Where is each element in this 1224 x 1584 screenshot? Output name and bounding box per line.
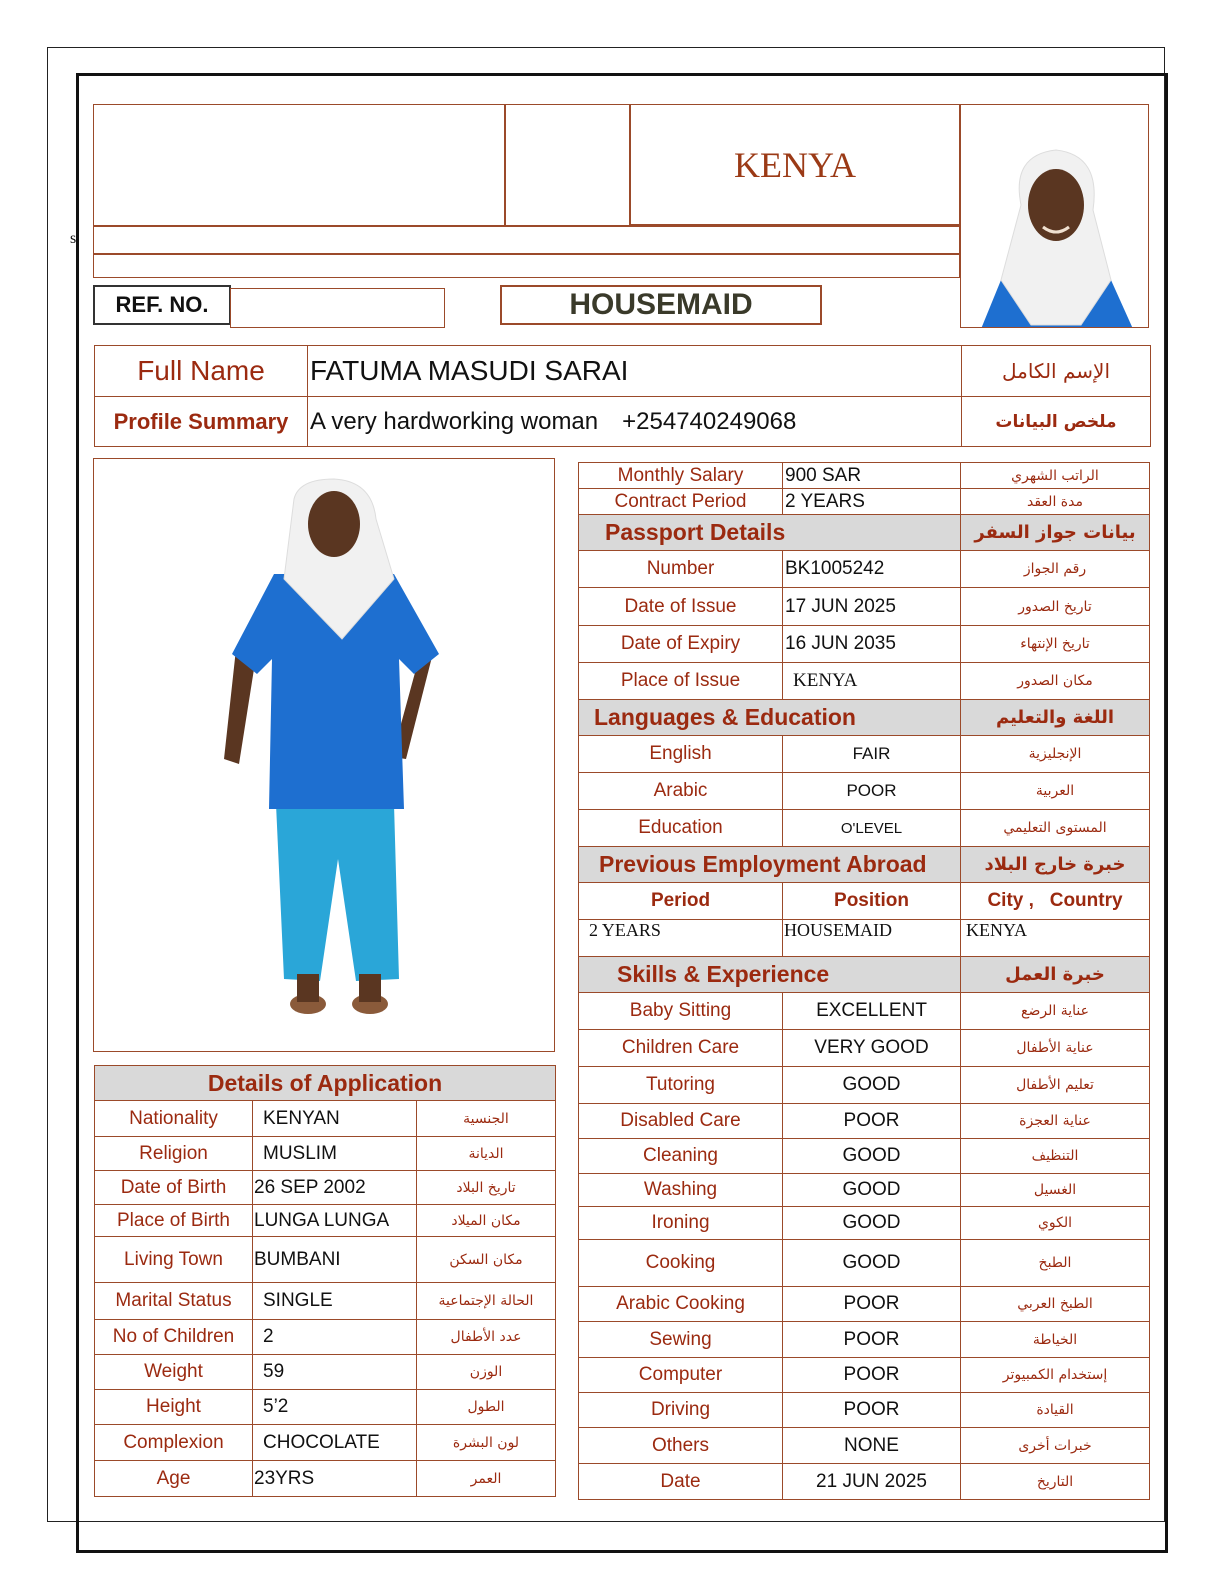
profile-summary-ar: ملخص البيانات	[962, 397, 1151, 447]
ref-no-label: REF. NO.	[93, 285, 231, 325]
app-ar: تاريخ البلاد	[417, 1171, 556, 1205]
skills-title-ar: خبرة العمل	[961, 957, 1150, 993]
passport-ar: مكان الصدور	[961, 663, 1150, 700]
skill-value: GOOD	[783, 1174, 961, 1207]
skill-label: Driving	[579, 1393, 783, 1428]
skill-value: GOOD	[783, 1240, 961, 1287]
skill-ar: عناية الأطفال	[961, 1030, 1150, 1067]
job-title: HOUSEMAID	[500, 285, 822, 325]
full-name-label: Full Name	[95, 346, 308, 397]
employment-period: 2 YEARS	[579, 920, 783, 957]
skill-ar: إستخدام الكمبيوتر	[961, 1358, 1150, 1393]
application-table	[94, 1065, 556, 1497]
language-ar: المستوى التعليمي	[961, 810, 1150, 847]
skill-label: Date	[579, 1464, 783, 1500]
skill-value: POOR	[783, 1322, 961, 1358]
skill-value: GOOD	[783, 1139, 961, 1174]
app-ar: الجنسية	[417, 1101, 556, 1137]
full-name-value: FATUMA MASUDI SARAI	[308, 346, 962, 397]
skill-label: Arabic Cooking	[579, 1287, 783, 1322]
header-blank-row-2	[93, 254, 960, 278]
language-value: O'LEVEL	[783, 810, 961, 847]
skill-value: POOR	[783, 1287, 961, 1322]
app-label: Age	[95, 1461, 253, 1497]
header-blank-box-2	[505, 104, 630, 226]
app-label: Place of Birth	[95, 1205, 253, 1237]
passport-label: Date of Issue	[579, 588, 783, 626]
contract-ar: الراتب الشهري	[961, 463, 1150, 489]
full-name-ar: الإسم الكامل	[962, 346, 1151, 397]
full-body-photo	[93, 458, 555, 1052]
app-label: Date of Birth	[95, 1171, 253, 1205]
contract-ar: مدة العقد	[961, 489, 1150, 515]
stray-mark: s	[70, 230, 77, 247]
languages-title-ar: اللغة والتعليم	[961, 700, 1150, 736]
country-title: KENYA	[630, 104, 960, 226]
contract-value: 900 SAR	[783, 463, 961, 489]
skill-ar: الكوي	[961, 1207, 1150, 1240]
skill-value: EXCELLENT	[783, 993, 961, 1030]
language-ar: العربية	[961, 773, 1150, 810]
header-blank-box-1	[93, 104, 505, 226]
skill-ar: عناية الرضع	[961, 993, 1150, 1030]
contract-label: Contract Period	[579, 489, 783, 515]
passport-photo	[960, 104, 1149, 328]
skill-ar: عناية العجزة	[961, 1104, 1150, 1139]
skill-ar: التنظيف	[961, 1139, 1150, 1174]
skill-ar: الطبخ	[961, 1240, 1150, 1287]
app-label: Religion	[95, 1137, 253, 1171]
app-ar: الطول	[417, 1390, 556, 1425]
passport-value: 16 JUN 2035	[783, 626, 961, 663]
profile-summary-text: A very hardworking woman	[310, 407, 599, 435]
app-value: 2	[253, 1320, 417, 1355]
app-label: Height	[95, 1390, 253, 1425]
employment-title-ar: خبرة خارج البلاد	[961, 847, 1150, 883]
skill-value: GOOD	[783, 1207, 961, 1240]
profile-phone: +254740249068	[622, 407, 797, 435]
language-ar: الإنجليزية	[961, 736, 1150, 773]
app-value: 23YRS	[253, 1461, 417, 1497]
passport-ar: تاريخ الإنتهاء	[961, 626, 1150, 663]
skill-ar: القيادة	[961, 1393, 1150, 1428]
app-ar: لون البشرة	[417, 1425, 556, 1461]
skill-label: Cooking	[579, 1240, 783, 1287]
app-label: No of Children	[95, 1320, 253, 1355]
skill-ar: خبرات أخرى	[961, 1428, 1150, 1464]
app-ar: مكان السكن	[417, 1237, 556, 1283]
skill-label: Others	[579, 1428, 783, 1464]
skill-ar: الطبخ العربي	[961, 1287, 1150, 1322]
app-value: KENYAN	[253, 1101, 417, 1137]
employment-header-period: Period	[579, 883, 783, 920]
skill-value: GOOD	[783, 1067, 961, 1104]
app-ar: العمر	[417, 1461, 556, 1497]
contract-value: 2 YEARS	[783, 489, 961, 515]
app-value: 59	[253, 1355, 417, 1390]
app-label: Living Town	[95, 1237, 253, 1283]
skill-ar: تعليم الأطفال	[961, 1067, 1150, 1104]
app-label: Weight	[95, 1355, 253, 1390]
app-ar: الحالة الإجتماعية	[417, 1283, 556, 1320]
app-value: SINGLE	[253, 1283, 417, 1320]
skill-value: POOR	[783, 1104, 961, 1139]
passport-label: Date of Expiry	[579, 626, 783, 663]
skill-label: Disabled Care	[579, 1104, 783, 1139]
skill-label: Baby Sitting	[579, 993, 783, 1030]
application-title: Details of Application	[95, 1066, 556, 1101]
language-label: Arabic	[579, 773, 783, 810]
skill-label: Children Care	[579, 1030, 783, 1067]
app-value: BUMBANI	[253, 1237, 417, 1283]
passport-label: Place of Issue	[579, 663, 783, 700]
skill-label: Sewing	[579, 1322, 783, 1358]
skill-value: POOR	[783, 1358, 961, 1393]
identity-table	[94, 345, 1151, 447]
employment-title: Previous Employment Abroad	[579, 847, 961, 883]
app-label: Complexion	[95, 1425, 253, 1461]
passport-title: Passport Details	[579, 515, 961, 551]
employment-place: KENYA	[961, 920, 1150, 957]
skill-ar: الخياطة	[961, 1322, 1150, 1358]
app-value: LUNGA LUNGA	[253, 1205, 417, 1237]
skill-label: Washing	[579, 1174, 783, 1207]
passport-title-ar: بيانات جواز السفر	[961, 515, 1150, 551]
skill-value: VERY GOOD	[783, 1030, 961, 1067]
app-ar: مكان الميلاد	[417, 1205, 556, 1237]
app-value: MUSLIM	[253, 1137, 417, 1171]
profile-summary-label: Profile Summary	[95, 397, 308, 447]
skill-label: Computer	[579, 1358, 783, 1393]
employment-position: HOUSEMAID	[783, 920, 961, 957]
skills-title: Skills & Experience	[579, 957, 961, 993]
language-label: Education	[579, 810, 783, 847]
header-blank-row-1	[93, 226, 960, 254]
skill-ar: الغسيل	[961, 1174, 1150, 1207]
app-ar: عدد الأطفال	[417, 1320, 556, 1355]
app-label: Nationality	[95, 1101, 253, 1137]
passport-value: BK1005242	[783, 551, 961, 588]
ref-no-value	[230, 288, 445, 328]
app-value: 5’2	[253, 1390, 417, 1425]
passport-value: 17 JUN 2025	[783, 588, 961, 626]
skill-value: 21 JUN 2025	[783, 1464, 961, 1500]
app-ar: الوزن	[417, 1355, 556, 1390]
passport-ar: رقم الجواز	[961, 551, 1150, 588]
skill-value: POOR	[783, 1393, 961, 1428]
passport-value: KENYA	[783, 663, 961, 700]
passport-ar: تاريخ الصدور	[961, 588, 1150, 626]
profile-summary-cell	[308, 397, 962, 447]
language-label: English	[579, 736, 783, 773]
passport-label: Number	[579, 551, 783, 588]
skill-value: NONE	[783, 1428, 961, 1464]
contract-label: Monthly Salary	[579, 463, 783, 489]
app-ar: الديانة	[417, 1137, 556, 1171]
app-value: 26 SEP 2002	[253, 1171, 417, 1205]
app-value: CHOCOLATE	[253, 1425, 417, 1461]
skill-label: Tutoring	[579, 1067, 783, 1104]
right-info-table	[578, 462, 1150, 1500]
app-label: Marital Status	[95, 1283, 253, 1320]
skill-label: Ironing	[579, 1207, 783, 1240]
language-value: FAIR	[783, 736, 961, 773]
skill-label: Cleaning	[579, 1139, 783, 1174]
skill-ar: التاريخ	[961, 1464, 1150, 1500]
languages-title: Languages & Education	[579, 700, 961, 736]
employment-header-position: Position	[783, 883, 961, 920]
language-value: POOR	[783, 773, 961, 810]
employment-header-place: City , Country	[961, 883, 1150, 920]
